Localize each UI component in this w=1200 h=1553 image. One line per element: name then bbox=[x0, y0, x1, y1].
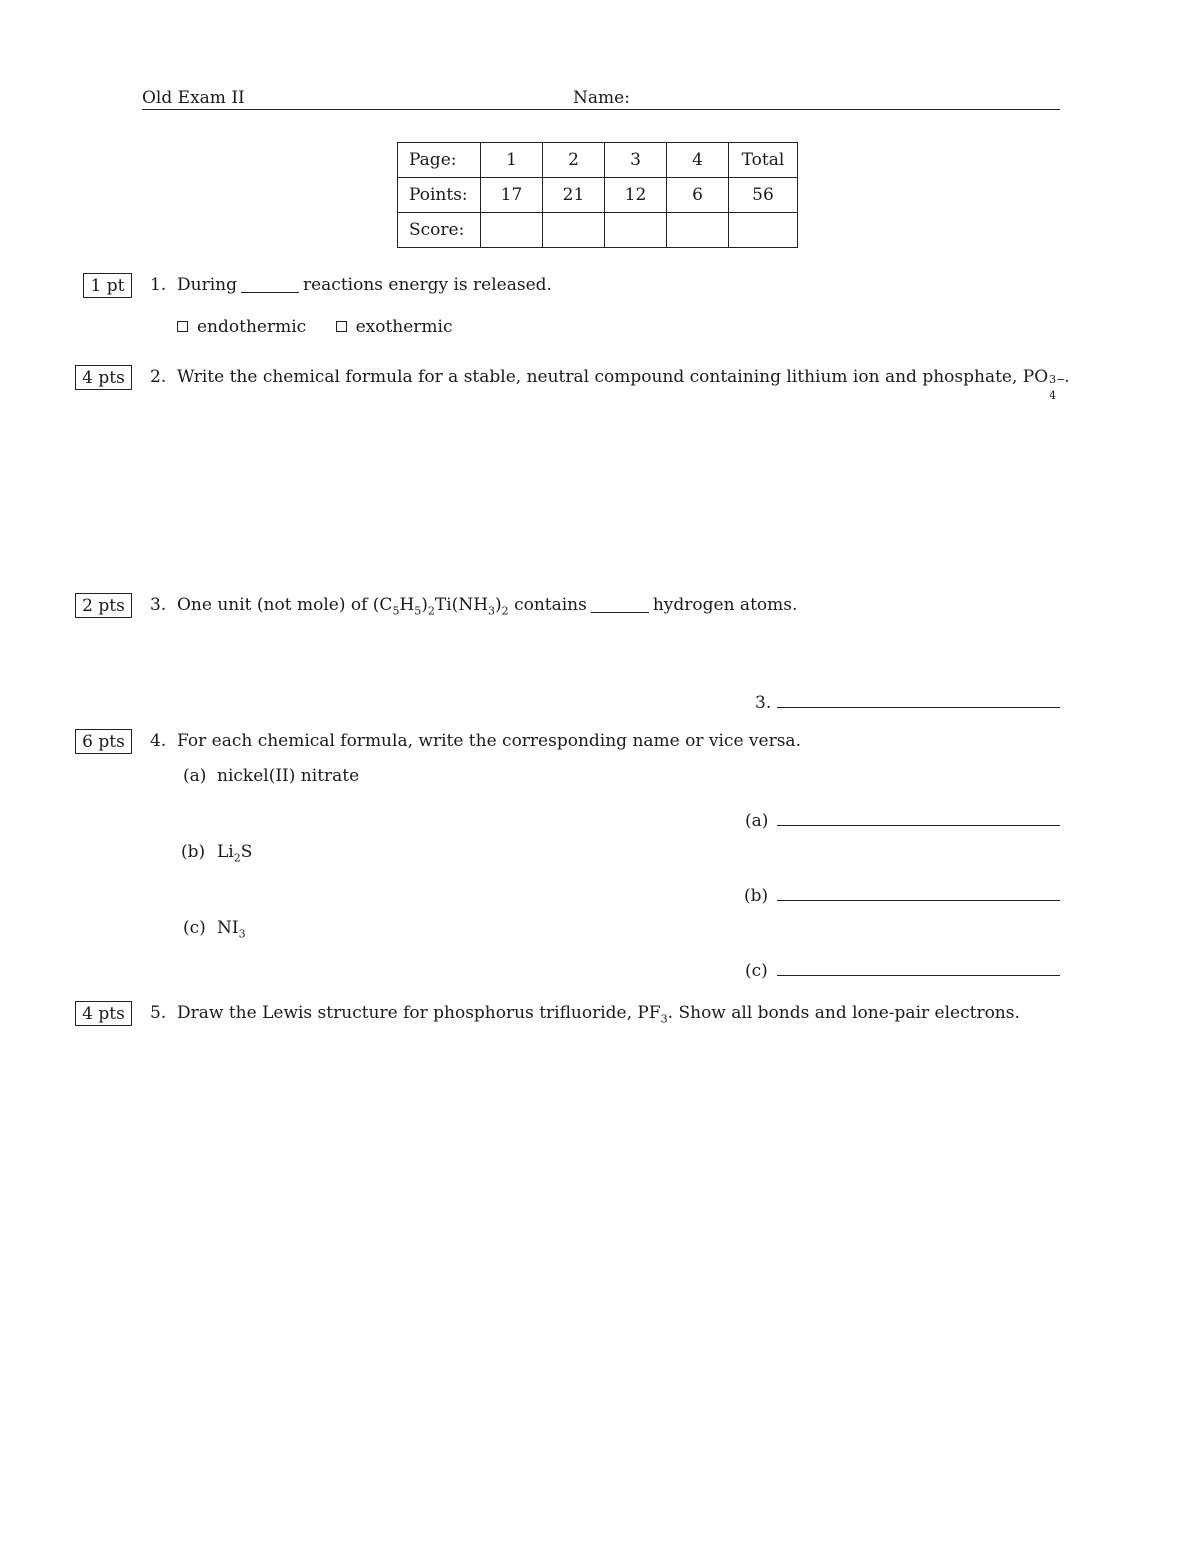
q4b-label: (b) bbox=[181, 842, 206, 862]
points-cell: 12 bbox=[605, 178, 667, 213]
header-rule bbox=[142, 109, 1060, 110]
q4c-answer-label: (c) bbox=[745, 961, 768, 981]
q1-options bbox=[177, 317, 453, 337]
page-cell: 4 bbox=[667, 143, 729, 178]
q3-answer-label: 3. bbox=[755, 693, 772, 713]
total-points-cell: 56 bbox=[729, 178, 798, 213]
q4c-label: (c) bbox=[183, 918, 206, 938]
q4a-text: nickel(II) nitrate bbox=[217, 766, 360, 786]
score-input-cell[interactable] bbox=[481, 213, 543, 248]
q4a-answer-line[interactable] bbox=[777, 825, 1060, 826]
points-cell: 21 bbox=[543, 178, 605, 213]
q4c-text: $NI_3$ bbox=[217, 918, 246, 941]
checkbox-icon[interactable] bbox=[336, 321, 347, 332]
q5-text: Draw the Lewis structure for phosphorus trifluoride, $PF_3$. Show all bonds and lone-pair electrons. bbox=[177, 1003, 1020, 1026]
score-table bbox=[397, 142, 798, 248]
page-cell: 2 bbox=[543, 143, 605, 178]
q4b-answer-line[interactable] bbox=[777, 900, 1060, 901]
q1-blank[interactable] bbox=[241, 292, 299, 293]
name-label: Name: bbox=[573, 88, 630, 108]
q3-text: One unit (not mole) of $(C_5H_5)_2Ti(NH_3)_2$ contains hydrogen atoms. bbox=[177, 595, 798, 618]
q4-points-box: 6 pts bbox=[75, 729, 132, 754]
points-header-cell: Points: bbox=[398, 178, 481, 213]
score-input-cell[interactable] bbox=[605, 213, 667, 248]
score-input-cell[interactable] bbox=[667, 213, 729, 248]
page-cell: 1 bbox=[481, 143, 543, 178]
q4-number: 4. bbox=[150, 731, 167, 751]
table-row bbox=[398, 213, 798, 248]
page-header-cell: Page: bbox=[398, 143, 481, 178]
q1-text-before: During bbox=[177, 275, 237, 295]
table-row bbox=[398, 143, 798, 178]
table-row bbox=[398, 178, 798, 213]
q3-number: 3. bbox=[150, 595, 167, 615]
q3-points-box: 2 pts bbox=[75, 593, 132, 618]
page-cell: 3 bbox=[605, 143, 667, 178]
score-input-cell[interactable] bbox=[543, 213, 605, 248]
total-header-cell: Total bbox=[729, 143, 798, 178]
q1-option-endothermic[interactable]: endothermic bbox=[177, 317, 306, 337]
checkbox-icon[interactable] bbox=[177, 321, 188, 332]
points-cell: 6 bbox=[667, 178, 729, 213]
q4a-label: (a) bbox=[183, 766, 207, 786]
q4c-answer-line[interactable] bbox=[777, 975, 1060, 976]
q2-text: Write the chemical formula for a stable, neutral compound containing lithium ion and phosphate, PO 3− 4 . bbox=[177, 367, 1070, 402]
q4-text: For each chemical formula, write the corresponding name or vice versa. bbox=[177, 731, 801, 751]
points-cell: 17 bbox=[481, 178, 543, 213]
q3-blank[interactable] bbox=[591, 612, 649, 613]
q1-text bbox=[177, 275, 552, 295]
score-total-cell[interactable] bbox=[729, 213, 798, 248]
q2-number: 2. bbox=[150, 367, 167, 387]
q4b-answer-label: (b) bbox=[744, 886, 769, 906]
q1-text-after: reactions energy is released. bbox=[302, 275, 552, 295]
score-header-cell: Score: bbox=[398, 213, 481, 248]
q2-points-box: 4 pts bbox=[75, 365, 132, 390]
exam-title: Old Exam II bbox=[142, 88, 245, 108]
q1-points-box: 1 pt bbox=[83, 273, 132, 298]
q4b-text: $Li_2S$ bbox=[217, 842, 253, 865]
q1-number: 1. bbox=[150, 275, 167, 295]
q5-points-box: 4 pts bbox=[75, 1001, 132, 1026]
q5-number: 5. bbox=[150, 1003, 167, 1023]
q4a-answer-label: (a) bbox=[745, 811, 769, 831]
q3-answer-line[interactable] bbox=[777, 707, 1060, 708]
q1-option-exothermic[interactable]: exothermic bbox=[336, 317, 453, 337]
